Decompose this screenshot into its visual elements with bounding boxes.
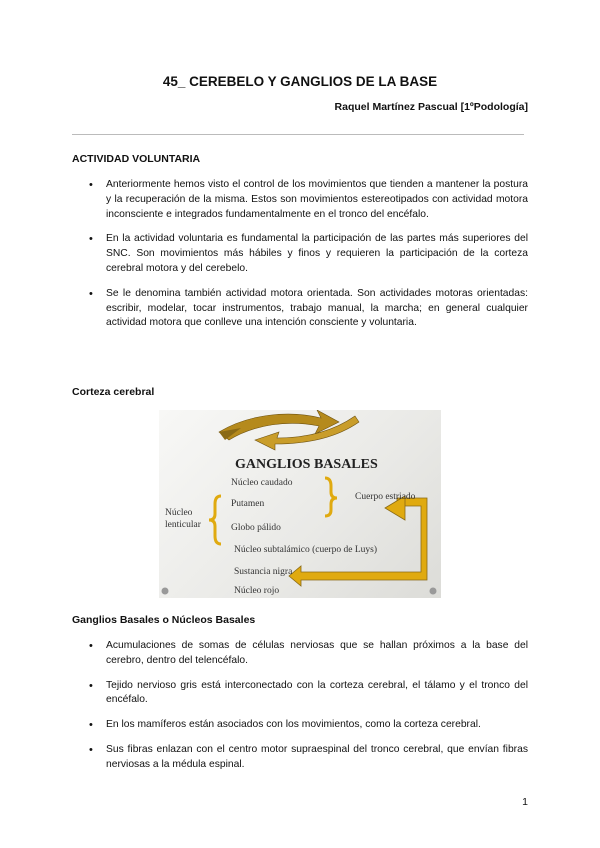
right-brace-icon bbox=[325, 478, 337, 516]
left-brace-icon bbox=[209, 496, 221, 544]
list-item: • Acumulaciones de somas de células nerviosas que se hallan próximos a la base del cerebro, dentro del telencéfalo. bbox=[72, 639, 528, 669]
corner-dot-icon bbox=[162, 588, 169, 595]
basal-ganglia-figure bbox=[159, 410, 441, 598]
list-item: • Anteriormente hemos visto el control de los movimientos que tienden a mantener la postura y la recuperación de la misma. Estos son movimientos estereotipados con actividad motora inconsciente e integrados fundamentalmente en el tronco del encéfalo. bbox=[72, 178, 528, 222]
author-line: Raquel Martínez Pascual [1ºPodología] bbox=[334, 101, 528, 113]
bullet-list-ganglios bbox=[72, 639, 528, 783]
document-title: 45_ CEREBELO Y GANGLIOS DE LA BASE bbox=[162, 74, 438, 89]
section-heading-corteza: Corteza cerebral bbox=[72, 386, 155, 398]
header-divider bbox=[72, 134, 524, 135]
figure-item: Núcleo caudado bbox=[231, 478, 293, 488]
figure-item: Núcleo subtalámico (cuerpo de Luys) bbox=[234, 545, 377, 555]
section-heading-actividad: ACTIVIDAD VOLUNTARIA bbox=[72, 153, 201, 165]
figure-graphics bbox=[159, 410, 441, 598]
list-item: • Tejido nervioso gris está interconectado con la corteza cerebral, el tálamo y el tronco del encéfalo. bbox=[72, 679, 528, 709]
figure-item: Putamen bbox=[231, 499, 265, 509]
figure-title: GANGLIOS BASALES bbox=[235, 457, 378, 472]
figure-left-label: Núcleo bbox=[165, 508, 193, 518]
list-item: • Sus fibras enlazan con el centro motor supraespinal del tronco cerebral, que envían fibras nerviosas a la médula espinal. bbox=[72, 743, 528, 773]
corner-dot-icon bbox=[430, 588, 437, 595]
section-heading-ganglios: Ganglios Basales o Núcleos Basales bbox=[72, 614, 256, 626]
figure-item: Núcleo rojo bbox=[234, 586, 280, 596]
figure-right-label: Cuerpo estriado bbox=[355, 492, 416, 502]
bullet-list-actividad bbox=[72, 178, 528, 341]
connector-arrow-icon bbox=[289, 498, 427, 586]
page-number: 1 bbox=[522, 796, 528, 808]
figure-left-label: lenticular bbox=[165, 520, 201, 530]
figure-item: Sustancia nigra bbox=[234, 567, 293, 577]
list-item: • En la actividad voluntaria es fundamental la participación de las partes más superiores del SNC. Son movimientos más hábiles y finos y requieren la participación de la corteza cerebral motora y del cerebelo. bbox=[72, 232, 528, 276]
list-item: • Se le denomina también actividad motora orientada. Son actividades motoras orientadas: escribir, modelar, tocar instrumentos, trabajo manual, la marcha; en general cualquier actividad motora que conlleve una intención consciente y voluntaria. bbox=[72, 287, 528, 331]
figure-item: Globo pálido bbox=[231, 523, 281, 533]
list-item: • En los mamíferos están asociados con los movimientos, como la corteza cerebral. bbox=[72, 718, 528, 733]
